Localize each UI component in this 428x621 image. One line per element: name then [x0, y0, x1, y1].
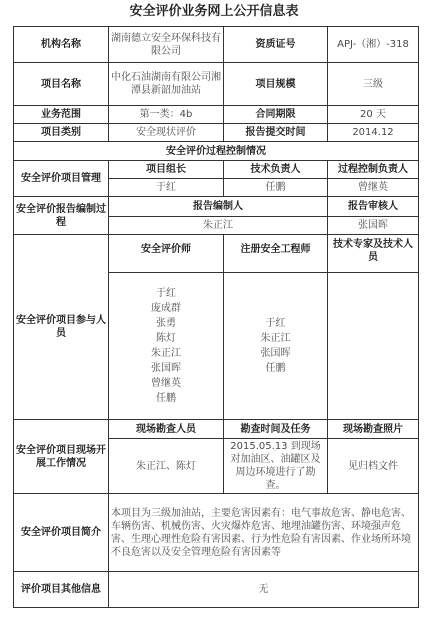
staff-header: 现场勘查人员: [109, 420, 224, 439]
report-label: 安全评价报告编制过程: [14, 197, 109, 235]
table-row: [14, 124, 419, 142]
evaluator-header: 安全评价师: [109, 235, 224, 273]
table-row: [14, 197, 419, 217]
project-label: 项目名称: [14, 63, 109, 106]
evaluator-name: 张勇: [156, 318, 176, 329]
table-row: [14, 63, 419, 106]
leader-value: 于红: [109, 179, 224, 197]
evaluator-name: 庞成群: [151, 303, 181, 314]
reviewer-value: 张国晖: [328, 217, 419, 235]
table-row: [14, 161, 419, 179]
expert-header: 技术专家及技术人员: [328, 235, 419, 273]
info-table: [13, 26, 419, 608]
period-label: 合同期限: [224, 106, 328, 124]
period-value: 20 天: [328, 106, 419, 124]
engineer-name: 朱正江: [260, 333, 291, 344]
document-title: 安全评价业务网上公开信息表: [129, 4, 299, 19]
proc-value: 曾继英: [328, 179, 419, 197]
table-row: [14, 106, 419, 124]
time-header: 勘查时间及任务: [224, 420, 328, 439]
table-row: [14, 27, 419, 63]
table-row: [14, 494, 419, 572]
table-row: [14, 420, 419, 439]
expert-list: [328, 273, 419, 420]
org-value: 湖南德立安全环保科技有限公司: [109, 27, 224, 63]
evaluator-name: 于红: [156, 288, 176, 299]
photo-header: 现场勘查照片: [328, 420, 419, 439]
evaluator-list: [109, 273, 224, 420]
photo-value: 见归档文件: [328, 439, 419, 494]
proc-header: 过程控制负责人: [328, 161, 419, 179]
evaluator-name: 朱正江: [151, 348, 181, 359]
engineer-name: 任鹏: [265, 363, 286, 374]
leader-header: 项目组长: [109, 161, 224, 179]
category-value: 安全现状评价: [109, 124, 224, 142]
summary-label: 安全评价项目简介: [14, 494, 109, 572]
time-value: 2015.05.13 到现场对加油区、油罐区及周边环境进行了勘查。: [224, 439, 328, 494]
category-label: 项目类别: [14, 124, 109, 142]
table-row: [14, 235, 419, 273]
compiler-value: 朱正江: [109, 217, 328, 235]
scale-label: 项目规模: [224, 63, 328, 106]
reviewer-header: 报告审核人: [328, 197, 419, 217]
evaluator-name: 张国晖: [151, 363, 181, 374]
tech-value: 任鹏: [224, 179, 328, 197]
summary-text: 本项目为三级加油站，主要危害因素有：电气事故危害、静电危害、车辆伤害、机械伤害、火灾爆炸危害、地埋油罐伤害、环境强声危害、生理心理性危险有害因素、行为性危险有害因素、作业场所环境不良危害以及安全管理危险有害因素等: [109, 494, 419, 572]
scope-value: 第一类：4b: [109, 106, 224, 124]
org-label: 机构名称: [14, 27, 109, 63]
engineer-header: 注册安全工程师: [224, 235, 328, 273]
mgmt-label: 安全评价项目管理: [14, 161, 109, 197]
project-value: 中化石油湖南有限公司湘潭县新韶加油站: [109, 63, 224, 106]
engineer-name: 张国晖: [260, 348, 291, 359]
process-section-title: 安全评价过程控制情况: [14, 142, 419, 161]
staff-value: 朱正江、陈灯: [109, 439, 224, 494]
table-row: [14, 572, 419, 608]
evaluator-name: 任鹏: [156, 393, 176, 404]
participants-label: 安全评价项目参与人员: [14, 235, 109, 420]
cert-value: APJ-（湘）-318: [328, 27, 419, 63]
site-label: 安全评价项目现场开展工作情况: [14, 420, 109, 494]
submit-value: 2014.12: [328, 124, 419, 142]
scope-label: 业务范围: [14, 106, 109, 124]
submit-label: 报告提交时间: [224, 124, 328, 142]
other-value: 无: [109, 572, 419, 608]
tech-header: 技术负责人: [224, 161, 328, 179]
engineer-name: 于红: [265, 318, 286, 329]
engineer-list: [224, 273, 328, 420]
cert-label: 资质证号: [224, 27, 328, 63]
other-label: 评价项目其他信息: [14, 572, 109, 608]
scale-value: 三级: [328, 63, 419, 106]
evaluator-name: 曾继英: [151, 378, 181, 389]
evaluator-name: 陈灯: [156, 333, 176, 344]
table-row: [14, 142, 419, 161]
compiler-header: 报告编制人: [109, 197, 328, 217]
